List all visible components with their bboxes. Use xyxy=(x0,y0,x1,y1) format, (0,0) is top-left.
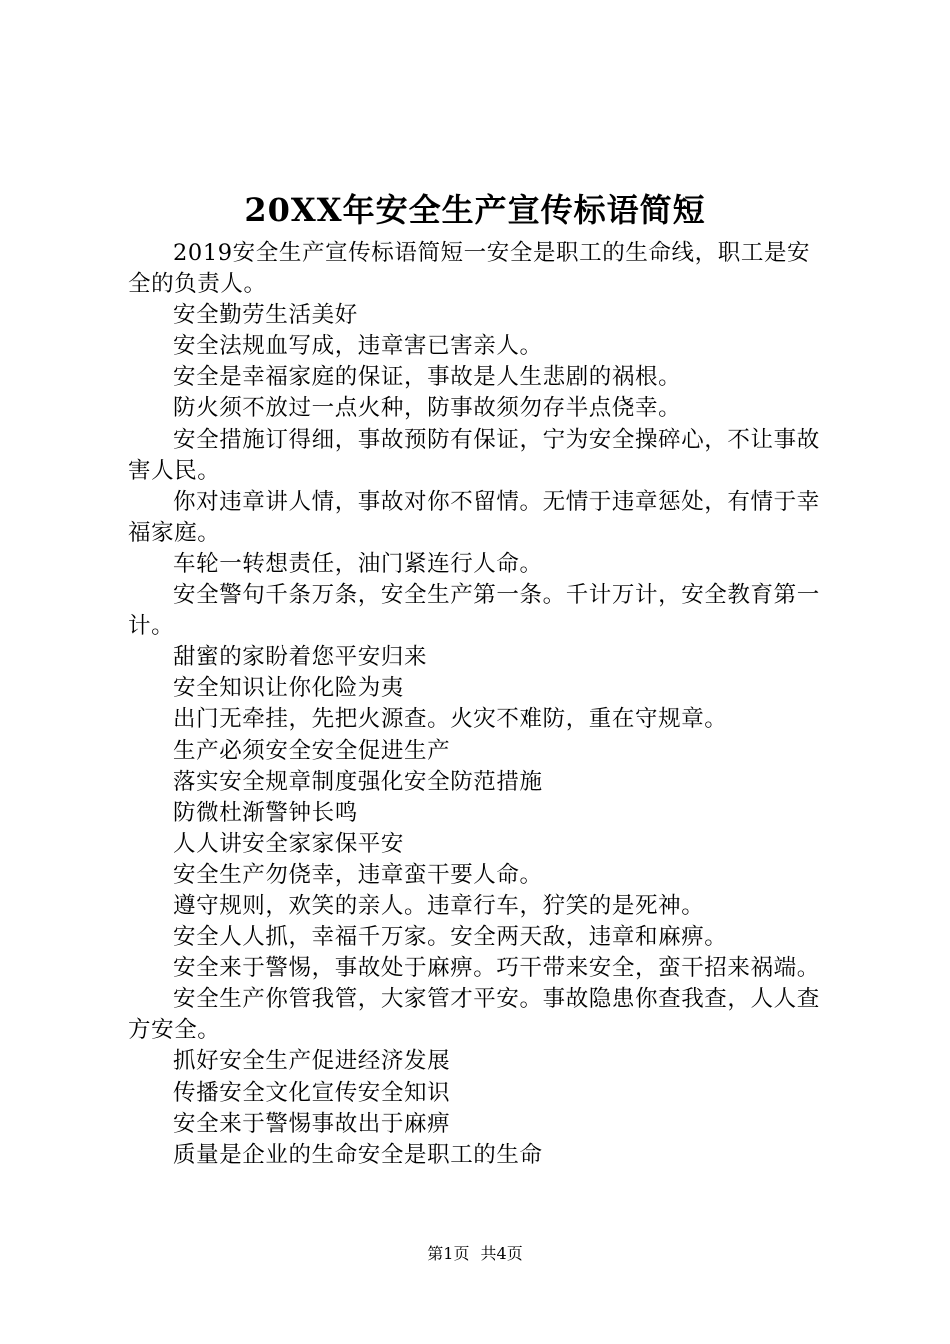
paragraph: 安全法规血写成，违章害已害亲人。 xyxy=(173,333,543,360)
paragraph: 安全生产勿侥幸，违章蛮干要人命。 xyxy=(173,861,543,888)
paragraph: 安全知识让你化险为夷 xyxy=(173,675,405,702)
document-body xyxy=(128,238,832,1171)
paragraph: 抓好安全生产促进经济发展 xyxy=(173,1048,451,1075)
paragraph: 2019安全生产宣传标语简短一安全是职工的生命线，职工是安全的负责人。 xyxy=(128,240,811,298)
paragraph: 车轮一转想责任，油门紧连行人命。 xyxy=(173,550,543,577)
paragraph: 防火须不放过一点火种，防事故须勿存半点侥幸。 xyxy=(173,395,682,422)
paragraph: 甜蜜的家盼着您平安归来 xyxy=(173,644,428,671)
paragraph: 安全来于警惕，事故处于麻痹。巧干带来安全，蛮干招来祸端。 xyxy=(173,955,820,982)
paragraph: 出门无牵挂，先把火源查。火灾不难防，重在守规章。 xyxy=(173,706,728,733)
page-footer xyxy=(0,1242,950,1266)
paragraph: 质量是企业的生命安全是职工的生命 xyxy=(173,1141,543,1168)
paragraph: 安全来于警惕事故出于麻痹 xyxy=(173,1110,451,1137)
paragraph: 你对违章讲人情，事故对你不留情。无情于违章惩处，有情于幸福家庭。 xyxy=(128,488,820,546)
paragraph: 安全措施订得细，事故预防有保证，宁为安全操碎心，不让事故害人民。 xyxy=(128,426,820,484)
page-total: 共4页 xyxy=(480,1244,523,1263)
paragraph: 防微杜渐警钟长鸣 xyxy=(173,799,358,826)
paragraph: 人人讲安全家家保平安 xyxy=(173,830,405,857)
document-title: 20XX年安全生产宣传标语简短 xyxy=(244,191,706,229)
paragraph: 安全生产你管我管，大家管才平安。事故隐患你查我查，人人查方安全。 xyxy=(128,986,820,1044)
paragraph: 落实安全规章制度强化安全防范措施 xyxy=(173,768,543,795)
page-number: 第1页 xyxy=(427,1244,470,1263)
paragraph: 安全人人抓，幸福千万家。安全两天敌，违章和麻痹。 xyxy=(173,924,728,951)
paragraph: 安全是幸福家庭的保证，事故是人生悲剧的祸根。 xyxy=(173,364,682,391)
paragraph: 遵守规则，欢笑的亲人。违章行车，狞笑的是死神。 xyxy=(173,892,705,919)
paragraph: 生产必须安全安全促进生产 xyxy=(173,737,451,764)
paragraph: 传播安全文化宣传安全知识 xyxy=(173,1079,451,1106)
paragraph: 安全警句千条万条，安全生产第一条。千计万计，安全教育第一计。 xyxy=(128,582,820,640)
paragraph: 安全勤劳生活美好 xyxy=(173,302,358,329)
